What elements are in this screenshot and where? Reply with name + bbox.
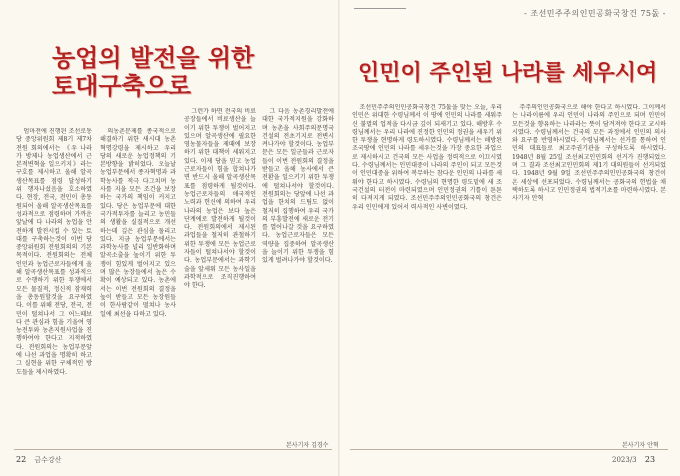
left-article-column-4 — [262, 108, 334, 438]
left-footer-magazine: 금수강산 — [34, 456, 62, 464]
left-article-paragraph: 엄마전에 진행된 조선로동당 중앙위원회 제8기 제7차전원 회의에서는 《우 나라가 방제나 농업생산에서 근본적변혁을 일으키지》라는 구호를 제시하고 올해 알곡생산목표를 점령 달성하기 위 행자나섰음을 호소하였다. 현장, 전국, 전민이 총동원되어 올해 알곡생산목표를 성과적으로 점령하며 가까운 앞날에 다 나라의 농업을 안전하게 발전시킬 수 있는 토대를 구축하는것이 이번 당중앙위원회 전원회의의 기본목적이다. 전원회의는 전체인민과 농업근로자들에게 올해 알곡생산목표를 성과적으로 수행하기 위한 투쟁에서 모든 물질적, 정신적 잠재력을 총동원할것을 요구하였다. 이를 위해 전당, 전국, 전민이 떨쳐나서 그 어느때보다 큰 관심과 힘을 기울여 영농전투와 농촌지원사업을 진행하여야 한다고 지적하였다. 전원회의는 농업부문앞에 나선 과업을 명확히 하고 그 실현을 위한 구체적인 방도들을 제시하였다. — [16, 128, 92, 376]
left-article-byline: 본사기자 김경수 — [286, 442, 329, 449]
right-bottom-rule — [350, 449, 668, 450]
magazine-header: - 조선민주주의인민공화국창건 75돐 - — [524, 9, 666, 18]
left-footer — [16, 455, 61, 465]
right-footer-date: 2023/3 — [612, 456, 637, 464]
right-article-byline: 본사기자 안혁 — [622, 442, 659, 449]
left-bottom-rule — [14, 449, 332, 450]
left-article-paragraph: 그런가 하면 전국의 비료공장들에서 비료생산을 늘이기 위한 투쟁이 벌어지고 있으며 알곡생산에 필요한 영농물자들을 제때에 보장하기 위한 대책이 세워지고 있다. 이제 당을 믿고 농업근로자들이 힘을 합쳐나가면 반드시 올해 알곡생산목표를 점령하게 될것이다. 농업근로자들의 애국적인 노력과 헌신에 의하여 우리 나라의 농업은 보다 높은 단계에로 발전하게 될것이다. 전원회의에서 제시된 과업들을 철저히 관철하기 위한 투쟁에 모든 농업근로자들이 떨쳐나서야 할것이다. 농업부문에서는 과학기술을 앞세워 모든 농사일을 과학적으로 조직진행하여야 한다. — [184, 108, 256, 290]
left-article-column-1 — [16, 128, 92, 446]
right-article-paragraph: 주주의인민공화국으로 해야 한다고 하시였다. 그이께서는 나라이름에 우리 인민이 나라의 주인으로 되며 인민이 모든것을 향유하는 나라라는 뜻이 담겨져야 한다고 교시하시였다. 수령님께서는 건국의 모든 과정에서 인민의 의사와 요구를 반영하시였다. 수령님께서는 선거를 통하여 인민의 대표들로 최고주권기관을 구성하도록 하시였다. 1948년 8월 25일 조선최고인민회의 선거가 진행되었으며 그 결과 조선최고인민회의 제1기 대의원들이 선거되었다. 1948년 9월 9일 조선민주주의인민공화국의 창건이 온 세상에 선포되었다. 수령님께서는 공화국의 헌법을 채택하도록 하시고 인민정권의 법적기초를 마련하시였다. 본사기자 안혁 — [512, 104, 666, 203]
right-article-paragraph: 조선민주주의인민공화국창건 75돐을 맞는 오늘, 우리 인민은 위대한 수령님께서 이 땅에 인민의 나라를 세워주신 불멸의 업적을 다시금 깊이 되새기고 있다. 해방후 수령님께서는 우리 나라에 진정한 인민의 정권을 세우기 위한 투쟁을 현명하게 령도하시였다. 수령님께서는 해방된 조국땅에 인민의 나라를 세우는것을 가장 중요한 과업으로 제시하시고 건국의 모든 사업을 정력적으로 이끄시였다. 수령님께서는 인민대중이 나라의 주인이 되고 모든것이 인민대중을 위하여 복무하는 참다운 인민의 나라를 세워야 한다고 하시였다. 수령님의 현명한 령도밑에 새 조국건설의 터전이 마련되였으며 인민정권의 기틀이 튼튼히 다져지게 되였다. 조선민주주의인민공화국의 창건은 우리 인민에게 있어서 력사적인 사변이였다. — [352, 104, 502, 211]
left-article-title-line2: 토대구축으로 — [52, 72, 192, 100]
right-article-column-1 — [352, 104, 502, 448]
left-article-title-line1: 농업의 발전을 위한 — [52, 44, 255, 72]
left-article-paragraph: 그 다음 농촌경리발전에 대한 국가적지원을 강화하며 농촌을 사회주의문명국건설의 전초기지로 전변시켜나가야 할것이다. 농업부문은 모든 일군들과 근로자들이 이번 전원회의 결정을 받들고 올해 농사에서 큰 전환을 일으키기 위한 투쟁에 떨쳐나서야 할것이다. 전원회의는 당앞에 나선 과업을 한치의 드팀도 없이 철저히 집행하여 우리 국가의 부흥발전에 새로운 전기를 열어나갈 것을 요구하였다. 농업근로자들은 모든 역량을 집중하여 알곡생산을 늘이기 위한 투쟁을 힘있게 벌려나가야 할것이다. — [262, 108, 334, 265]
right-footer — [612, 455, 655, 464]
right-article-column-2 — [512, 104, 666, 438]
left-page-number: 22 — [16, 455, 27, 464]
header-rule — [354, 8, 406, 9]
left-article-column-3 — [184, 108, 256, 438]
right-page-number: 23 — [644, 455, 656, 464]
left-article-paragraph: 의농촌문제를 종국적으로 해결하기 위한 새시대 농촌혁명강령을 제시하고 우리 당의 새로운 농업정책의 기본방향을 밝히었다. 오늘날 농업부문에서 종자혁명과 과학농사를 적극 다그치며 농사를 지을 모든 조건을 보장하는 국가의 책임이 커지고 있다. 당은 농업부문에 대한 국가적투자를 늘리고 농민들의 생활을 실질적으로 개선하는데 깊은 관심을 돌리고 있다. 지금 농업부문에서는 과학농사를 널리 일반화하며 알곡소출을 높이기 위한 투쟁이 힘있게 벌어지고 있으며 많은 농장들에서 높은 수확이 예상되고 있다. 농촌에서는 이번 전원회의 결정을 높이 받들고 모든 농장원들이 한사람같이 떨쳐나 농사일에 최선을 다하고 있다. — [100, 128, 176, 318]
left-article-column-2 — [100, 128, 176, 446]
right-article-title: 인민이 주인된 나라를 세우시여 — [358, 60, 658, 86]
